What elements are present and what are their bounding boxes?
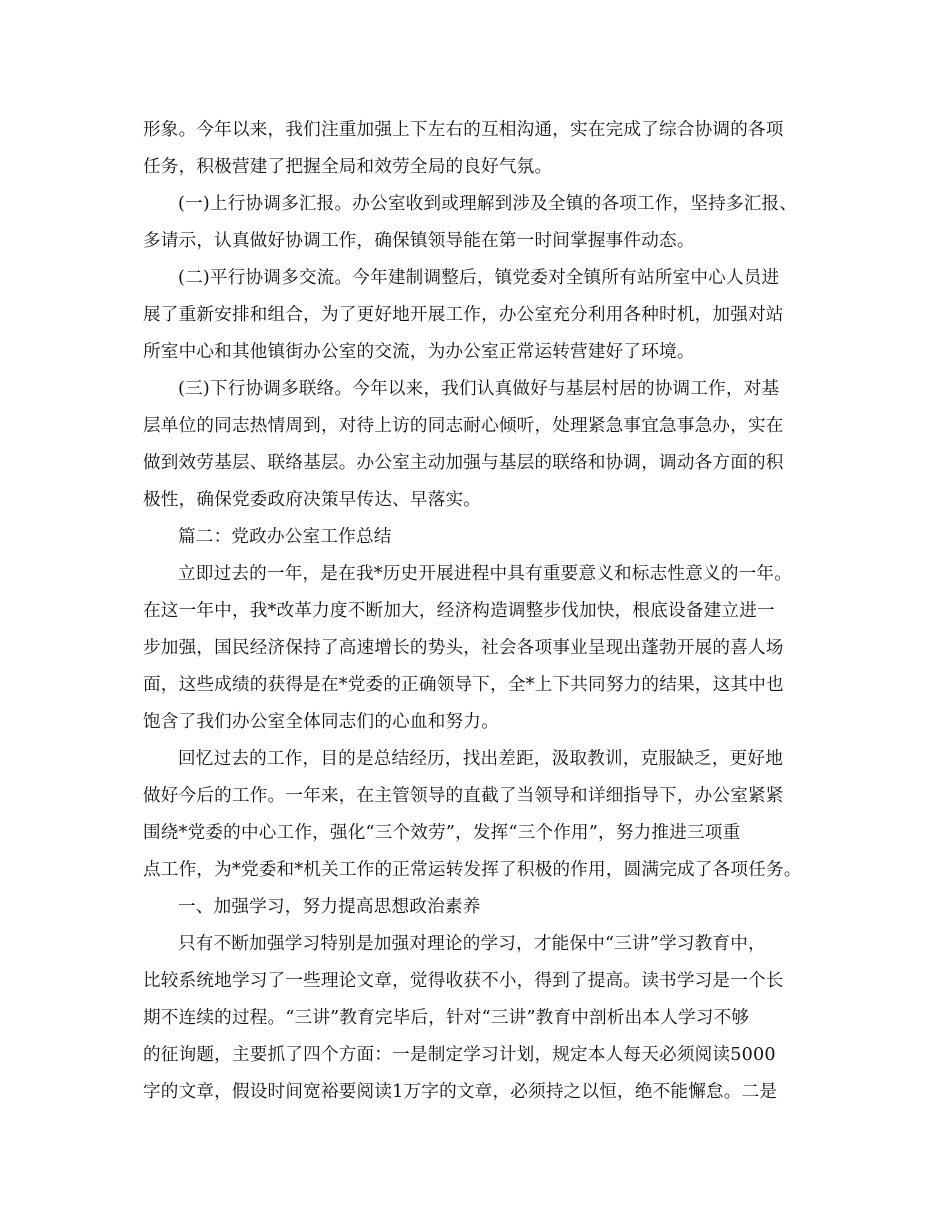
body-text-line: 期不连续的过程。“三讲”教育完毕后，针对“三讲”教育中剖析出本人学习不够 [143, 1008, 750, 1028]
body-text-line: 多请示，认真做好协调工作，确保镇领导能在第一时间掌握事件动态。 [143, 231, 695, 251]
body-text-line: 面，这些成绩的获得是在*党委的正确领导下，全*上下共同努力的结果，这其中也 [143, 675, 784, 695]
section-title: 篇二：党政办公室工作总结 [178, 527, 392, 547]
paragraph-first-line: 只有不断加强学习特别是加强对理论的学习，才能保中“三讲”学习教育中， [178, 934, 766, 954]
paragraph-heading-parallel: (二)平行协调多交流。今年建制调整后，镇党委对全镇所有站所室中心人员进 [178, 268, 780, 288]
body-text-line: 步加强，国民经济保持了高速增长的势头，社会各项事业呈现出蓬勃开展的喜人场 [143, 638, 784, 658]
paragraph-heading-downward: (三)下行协调多联络。今年以来，我们认真做好与基层村居的协调工作，对基 [178, 379, 780, 399]
body-text-line: 的征询题，主要抓了四个方面：一是制定学习计划，规定本人每天必须阅读5000 [143, 1045, 776, 1065]
body-text-line: 做到效劳基层、联络基层。办公室主动加强与基层的联络和协调，调动各方面的积 [143, 453, 784, 473]
body-text-line: 所室中心和其他镇街办公室的交流，为办公室正常运转营建好了环境。 [143, 342, 695, 362]
body-text-line: 字的文章，假设时间宽裕要阅读1万字的文章，必须持之以恒，绝不能懈怠。二是 [143, 1082, 778, 1102]
paragraph-heading-upward: (一)上行协调多汇报。办公室收到或理解到涉及全镇的各项工作，坚持多汇报、 [178, 194, 798, 214]
body-text-line: 展了重新安排和组合，为了更好地开展工作，办公室充分利用各种时机，加强对站 [143, 305, 784, 325]
body-text-line: 饱含了我们办公室全体同志们的心血和努力。 [143, 712, 499, 732]
body-text-line: 点工作，为*党委和*机关工作的正常运转发挥了积极的作用，圆满完成了各项任务。 [143, 860, 802, 880]
paragraph-first-line: 回忆过去的工作，目的是总结经历，找出差距，汲取教训，克服缺乏，更好地 [178, 749, 783, 769]
paragraph-first-line: 立即过去的一年，是在我*历史开展进程中具有重要意义和标志性意义的一年。 [178, 564, 792, 584]
body-text-line: 在这一年中，我*改革力度不断加大，经济构造调整步伐加快，根底设备建立进一 [143, 601, 775, 621]
body-text-line: 层单位的同志热情周到，对待上访的同志耐心倾听，处理紧急事宜急事急办，实在 [143, 416, 784, 436]
body-text-line: 围绕*党委的中心工作，强化“三个效劳”，发挥“三个作用”，努力推进三项重 [143, 823, 741, 843]
body-text-line: 任务，积极营建了把握全局和效劳全局的良好气氛。 [143, 157, 553, 177]
body-text-line: 形象。今年以来，我们注重加强上下左右的互相沟通，实在完成了综合协调的各项 [143, 120, 784, 140]
body-text-line: 比较系统地学习了一些理论文章，觉得收获不小，得到了提高。读书学习是一个长 [143, 971, 784, 991]
section-heading: 一、加强学习，努力提高思想政治素养 [178, 897, 481, 917]
body-text-line: 做好今后的工作。一年来，在主管领导的直截了当领导和详细指导下，办公室紧紧 [143, 786, 784, 806]
body-text-line: 极性，确保党委政府决策早传达、早落实。 [143, 490, 482, 510]
